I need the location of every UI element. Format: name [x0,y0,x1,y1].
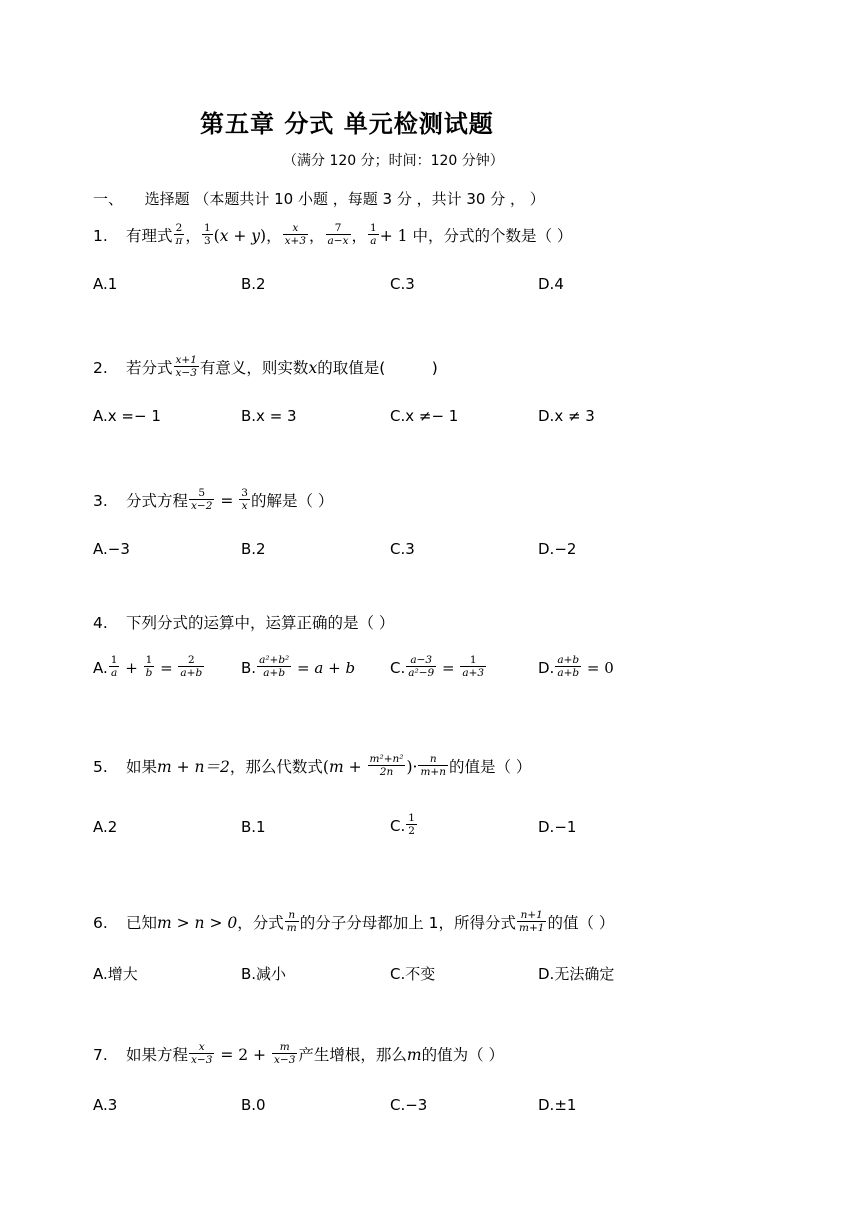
plus-one: + 1 [379,227,408,245]
question-5: 5. 如果m + n＝2，那么代数式(m + $\frac{\text{m²+n²}}{2n}$ )· $\frac{n}{m+n}$ 的值是（ ） [93,753,532,778]
option-c[interactable]: C.3 [390,275,415,293]
option-a[interactable]: A.−3 [93,540,130,558]
option-label: C. [390,659,406,677]
option-b[interactable]: B. $\frac{\text{a²+b²}}{a+b}$ = a + b [241,654,356,679]
fraction-x-over-x-minus-3: $\frac{x}{x-3}$ [191,1041,213,1066]
question-number: 2. [93,359,108,377]
question-middle: ，分式 [237,914,284,932]
option-d[interactable]: D.−2 [538,540,577,558]
option-d[interactable]: D.±1 [538,1096,577,1114]
variable-m: m [406,1046,422,1064]
question-text: 下列分式的运算中，运算正确的是（ ） [126,614,395,632]
question-number: 7. [93,1046,108,1064]
question-2 [93,356,438,381]
question-text: 已知 [126,914,158,932]
fraction-x-plus-1-over-x-minus-3: $\frac{x+1}{x-3}$ [175,354,197,379]
option-d[interactable]: D.无法确定 [538,965,615,983]
option-b[interactable]: B.2 [241,275,266,293]
option-a[interactable]: A.2 [93,818,118,836]
question-text: 如果 [126,758,158,776]
option-a[interactable]: A.增大 [93,965,138,983]
fraction-2-over-pi: $\frac{2}{\pi}$ [175,222,183,247]
option-a[interactable]: A.1 [93,275,118,293]
option-d[interactable]: D.4 [538,275,564,293]
question-6 [93,911,614,936]
question-1: 1. 有理式 $\frac{2}{\pi}$ ， $\frac{1}{3}$ (x + y)， $\frac{x}{x+3}$ ， $\frac{7}{a-x}$ ， $\frac{1}{a}$ + 1 中，分式的个数是（ ） [93,222,573,247]
question-suffix: 的值为（ ） [421,1046,505,1064]
option-label: C. [390,817,406,835]
question-suffix: 中，分式的个数是（ ） [412,227,573,245]
fraction-n-over-m: $\frac{n}{m}$ [286,909,297,934]
question-suffix: 的解是（ ） [250,492,334,510]
option-label: A. [93,659,108,677]
question-text: 如果方程 [126,1046,189,1064]
condition: m > n > 0 [157,914,238,932]
question-number: 1. [93,227,108,245]
variable-x: x [308,359,318,377]
fraction-1-over-a: $\frac{1}{a}$ [370,222,377,247]
question-number: 5. [93,758,108,776]
fraction-n-over-m-plus-n: $\frac{n}{m+n}$ [420,753,446,778]
option-c[interactable]: C.x ≠− 1 [390,407,459,425]
section-header [93,188,545,209]
question-text: 有理式 [126,227,173,245]
question-7: 7. 如果方程 $\frac{x}{x-3}$ = 2 + $\frac{m}{x-3}$ 产生增根，那么m的值为（ ） [93,1041,505,1066]
section-number: 一、 [93,190,124,208]
question-middle: 产生增根，那么 [298,1046,407,1064]
option-c[interactable]: C.−3 [390,1096,428,1114]
option-b[interactable]: B.1 [241,818,266,836]
option-c[interactable]: C. $\frac{1}{2}$ [390,812,415,837]
fraction-n-plus-1-over-m-plus-1: $\frac{n+1}{m+1}$ [519,909,545,934]
section-text: 选择题 （本题共计 10 小题 ，每题 3 分 ，共计 30 分 ， ） [144,190,545,208]
question-middle: ，那么代数式 [229,758,323,776]
option-a[interactable]: A.3 [93,1096,118,1114]
option-c[interactable]: C.不变 [390,965,436,983]
option-c[interactable]: C.3 [390,540,415,558]
option-d[interactable]: D.−1 [538,818,577,836]
condition: m + n＝2 [157,758,230,776]
option-a[interactable]: A. $\frac{1}{a}$ + $\frac{1}{b}$ = $\frac{2}{a+b}$ [93,654,203,679]
option-b[interactable]: B.2 [241,540,266,558]
question-3: 3. 分式方程 $\frac{5}{x-2}$ = $\frac{3}{x}$ 的解是（ ） [93,487,334,512]
expression-x-plus-y: (x + y) [213,227,267,245]
option-label: B. [241,659,257,677]
option-a[interactable]: A.x =− 1 [93,407,161,425]
question-suffix: 的值是（ ） [449,758,532,776]
fraction-5-over-x-minus-2: $\frac{5}{x-2}$ [191,487,213,512]
question-text: 若分式 [126,359,173,377]
question-suffix: 的值（ ） [547,914,615,932]
fraction-m2-plus-n2-over-2n: $\frac{\text{m²+n²}}{2n}$ [369,753,404,778]
option-b[interactable]: B.减小 [241,965,287,983]
fraction-x-over-x-plus-3: $\frac{x}{x+3}$ [284,222,307,247]
question-number: 4. [93,614,108,632]
question-suffix: 的取值是( ) [317,359,438,377]
question-number: 3. [93,492,108,510]
page-subtitle: （满分 120 分；时间：120 分钟） [283,153,504,169]
option-d[interactable]: D. $\frac{a+b}{a+b}$ = 0 [538,654,614,679]
fraction-one-third: $\frac{1}{3}$ [203,222,211,247]
question-4 [93,611,394,633]
fraction-7-over-a-minus-x: $\frac{7}{a-x}$ [327,222,349,247]
fraction-3-over-x: $\frac{3}{x}$ [241,487,248,512]
option-c[interactable]: C. $\frac{a-3}{\text{a²−9}}$ = $\frac{1}{a+3}$ [390,654,485,679]
option-b[interactable]: B.0 [241,1096,266,1114]
option-d[interactable]: D.x ≠ 3 [538,407,595,425]
question-middle-2: 的分子分母都加上 1，所得分式 [299,914,517,932]
fraction-m-over-x-minus-3: $\frac{m}{x-3}$ [273,1041,296,1066]
question-text: 分式方程 [126,492,189,510]
page-title: 第五章 分式 单元检测试题 [200,110,494,138]
option-b[interactable]: B.x = 3 [241,407,297,425]
option-label: D. [538,659,555,677]
question-number: 6. [93,914,108,932]
question-middle: 有意义，则实数 [199,359,309,377]
